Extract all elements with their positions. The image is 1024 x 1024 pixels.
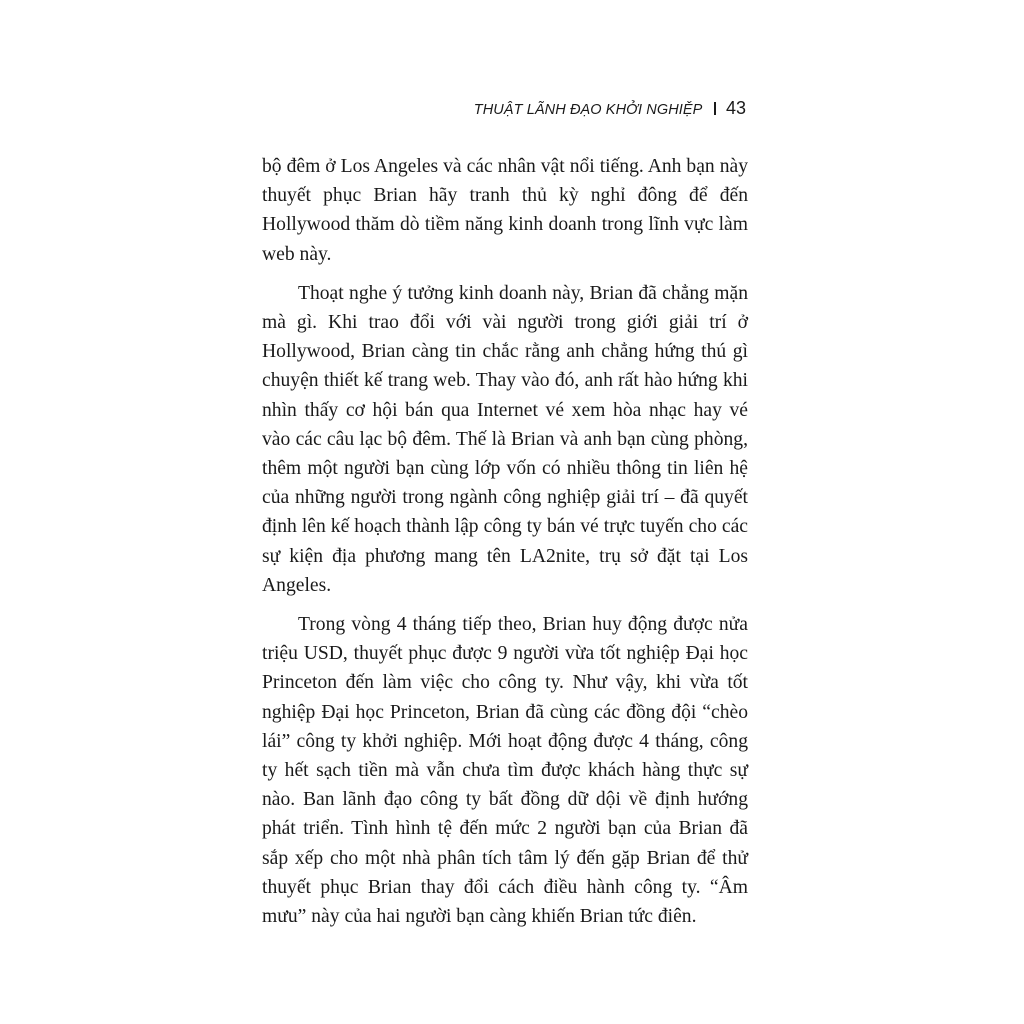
body-text bbox=[262, 152, 748, 931]
running-head bbox=[474, 98, 746, 119]
page-number: 43 bbox=[725, 98, 746, 118]
paragraph: Trong vòng 4 tháng tiếp theo, Brian huy động được nửa triệu USD, thuyết phục được 9 người vừa tốt nghiệp Đại học Princeton đến làm việc cho công ty. Như vậy, khi vừa tốt nghiệp Đại học Princeton, Brian đã cùng các đồng đội “chèo lái” công ty khởi nghiệp. Mới hoạt động được 4 tháng, công ty hết sạch tiền mà vẫn chưa tìm được khách hàng thực sự nào. Ban lãnh đạo công ty bất đồng dữ dội về định hướng phát triển. Tình hình tệ đến mức 2 người bạn của Brian đã sắp xếp cho một nhà phân tích tâm lý đến gặp Brian để thử thuyết phục Brian thay đổi cách điều hành công ty. “Âm mưu” này của hai người bạn càng khiến Brian tức điên. bbox=[262, 614, 748, 928]
paragraph: Thoạt nghe ý tưởng kinh doanh này, Brian đã chẳng mặn mà gì. Khi trao đổi với vài người trong giới giải trí ở Hollywood, Brian càng tin chắc rằng anh chẳng hứng thú gì chuyện thiết kế trang web. Thay vào đó, anh rất hào hứng khi nhìn thấy cơ hội bán qua Internet vé xem hòa nhạc hay vé vào các câu lạc bộ đêm. Thế là Brian và anh bạn cùng phòng, thêm một người bạn cùng lớp vốn có nhiều thông tin liên hệ của những người trong ngành công nghiệp giải trí – đã quyết định lên kế hoạch thành lập công ty bán vé trực tuyến cho các sự kiện địa phương mang tên LA2nite, trụ sở đặt tại Los Angeles. bbox=[262, 282, 748, 596]
running-title: THUẬT LÃNH ĐẠO KHỞI NGHIỆP bbox=[473, 102, 703, 118]
paragraph-continuation: bộ đêm ở Los Angeles và các nhân vật nổi tiếng. Anh bạn này thuyết phục Brian hãy tranh thủ kỳ nghỉ đông để đến Hollywood thăm dò tiềm năng kinh doanh trong lĩnh vực làm web này. bbox=[262, 156, 748, 265]
header-separator bbox=[714, 102, 716, 115]
